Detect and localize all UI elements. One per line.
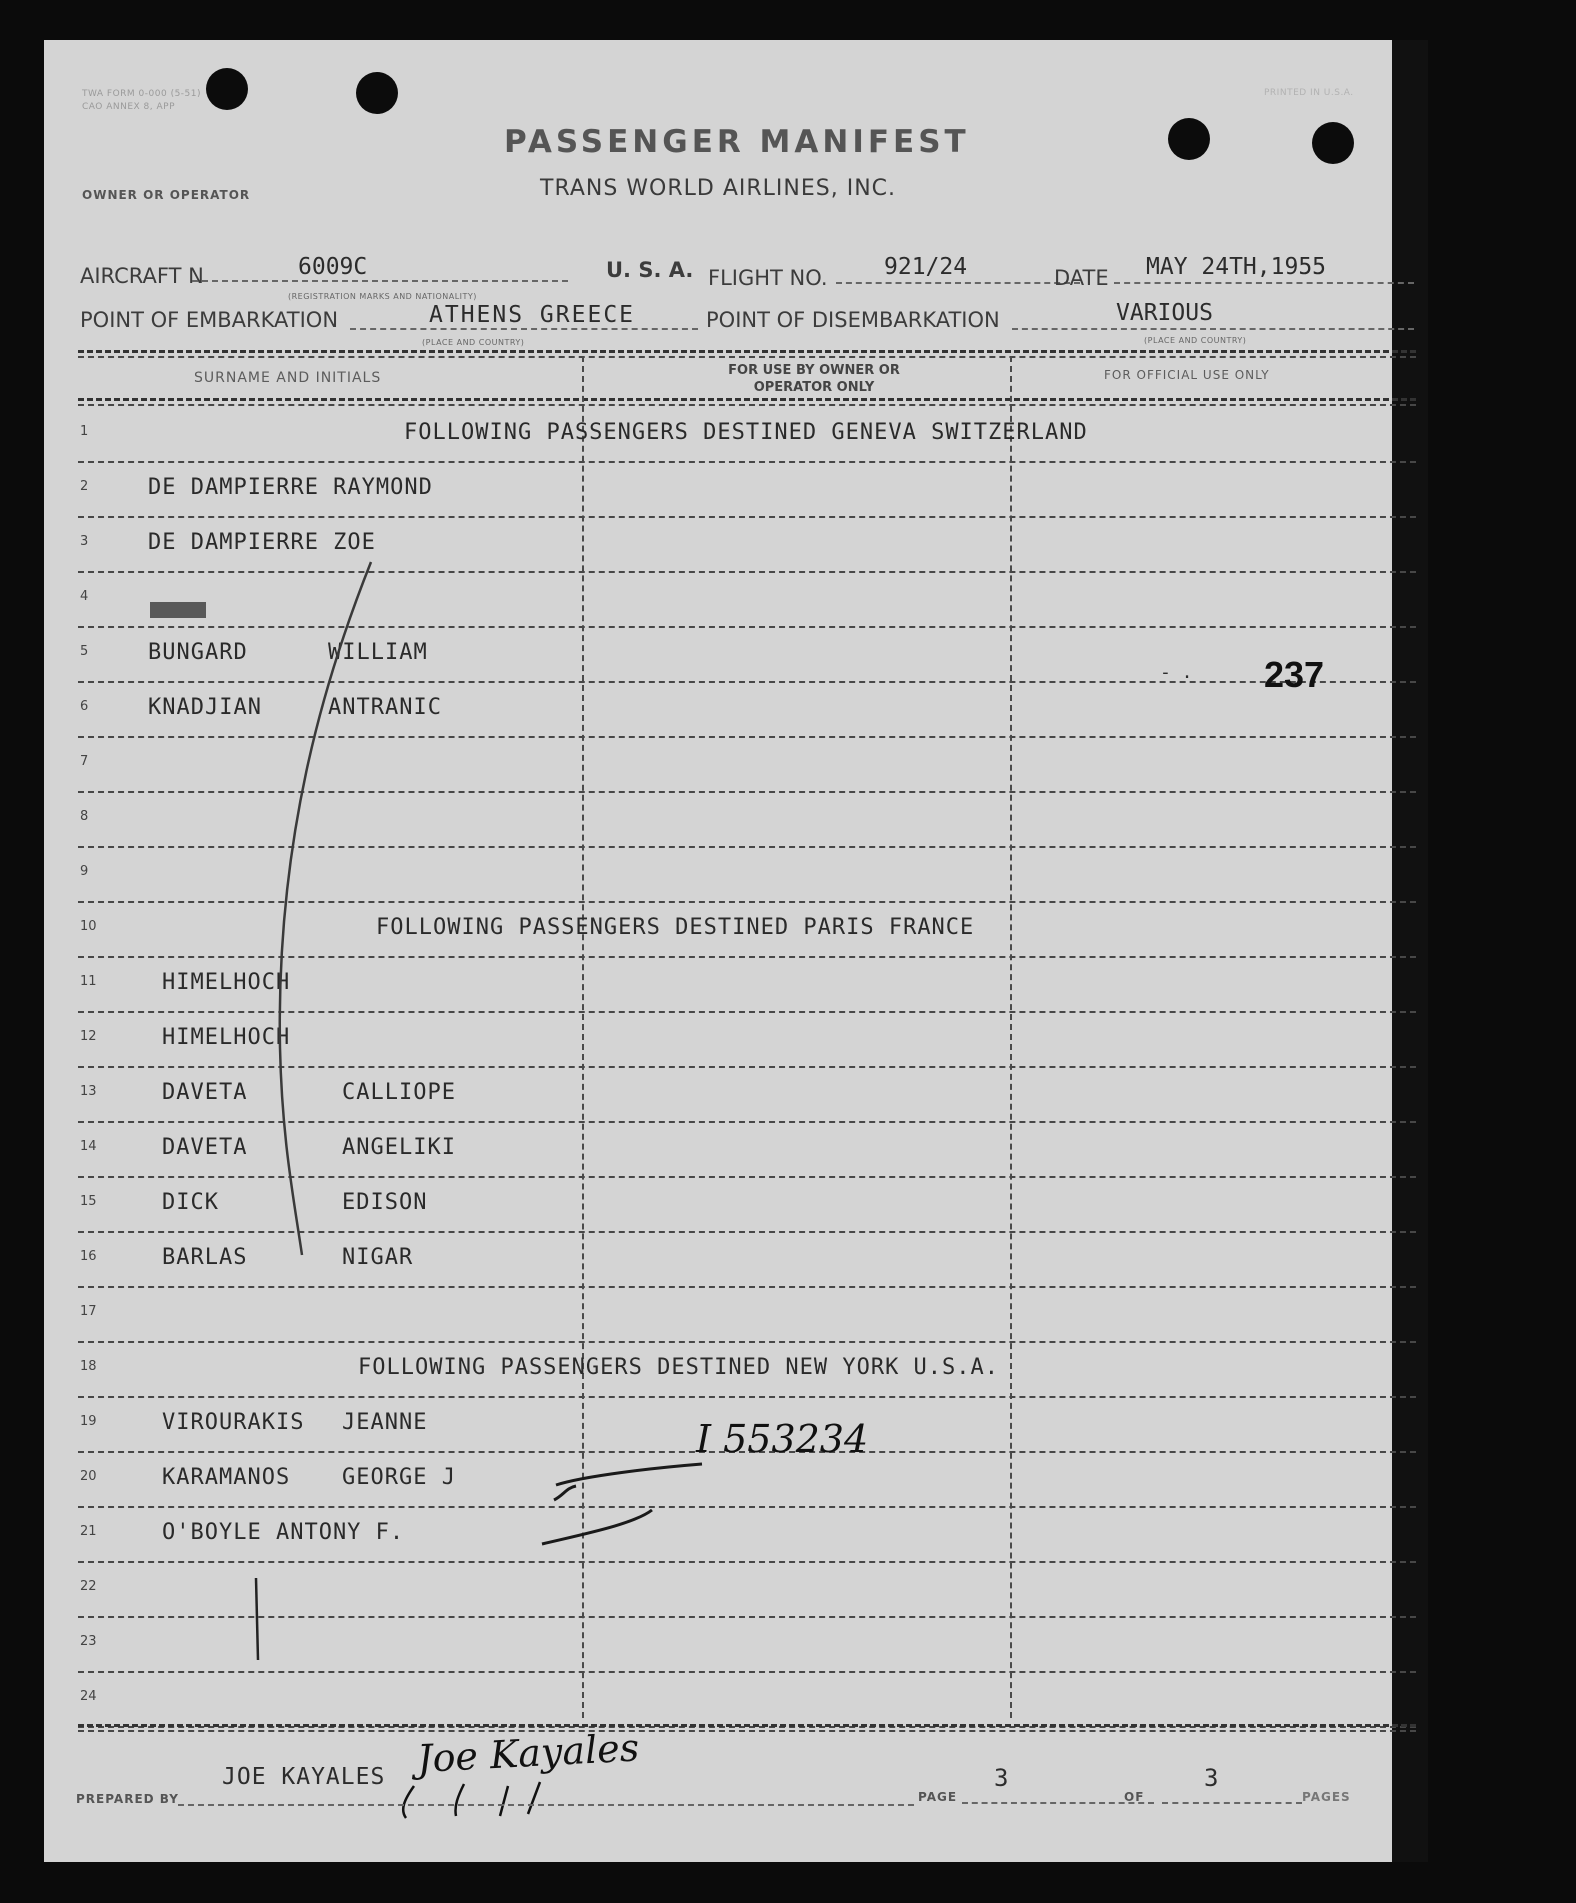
ink-tick	[256, 1578, 258, 1660]
passenger-surname: DAVETA	[162, 1080, 248, 1105]
ink-marks	[44, 40, 1428, 1862]
row-number: 19	[80, 1414, 97, 1429]
passenger-surname: DE DAMPIERRE ZOE	[148, 530, 376, 555]
passenger-surname: HIMELHOCH	[162, 970, 291, 995]
row-number: 1	[80, 424, 89, 439]
passenger-surname: HIMELHOCH	[162, 1025, 291, 1050]
destination-heading: FOLLOWING PASSENGERS DESTINED PARIS FRANCE	[376, 915, 975, 940]
flight-label: FLIGHT NO.	[708, 266, 828, 290]
destination-heading: FOLLOWING PASSENGERS DESTINED NEW YORK U.S.A.	[358, 1355, 1000, 1380]
passenger-surname: KARAMANOS	[162, 1465, 291, 1490]
form-number: TWA FORM 0-000 (5-51) CAO ANNEX 8, APP	[82, 89, 202, 112]
row-number: 13	[80, 1084, 97, 1099]
row-number: 6	[80, 699, 89, 714]
of-label: OF	[1124, 1790, 1145, 1804]
row-number: 16	[80, 1249, 97, 1264]
ink-line	[556, 1464, 702, 1485]
passenger-given-name: ANGELIKI	[342, 1135, 456, 1160]
aircraft-number: 6009C	[298, 254, 368, 280]
ink-line	[554, 1486, 576, 1500]
passenger-surname: KNADJIAN	[148, 695, 262, 720]
flight-number: 921/24	[884, 254, 968, 280]
page-label: PAGE	[918, 1790, 958, 1804]
company-name: TRANS WORLD AIRLINES, INC.	[540, 176, 897, 201]
row-number: 23	[80, 1634, 97, 1649]
row-number: 18	[80, 1359, 97, 1374]
official-use-column-header: FOR OFFICIAL USE ONLY	[1104, 368, 1270, 382]
row-number: 22	[80, 1579, 97, 1594]
destination-heading: FOLLOWING PASSENGERS DESTINED GENEVA SWITZERLAND	[404, 420, 1088, 445]
passenger-given-name: JEANNE	[342, 1410, 428, 1435]
row-number: 5	[80, 644, 89, 659]
row-number: 7	[80, 754, 89, 769]
date-label: DATE	[1054, 266, 1109, 290]
disembarkation-value: VARIOUS	[1116, 300, 1213, 326]
row-number: 15	[80, 1194, 97, 1209]
row-number: 24	[80, 1689, 97, 1704]
flight-date: MAY 24TH,1955	[1146, 254, 1327, 280]
owner-use-column-header: FOR USE BY OWNER OR OPERATOR ONLY	[728, 363, 900, 395]
row-number: 2	[80, 479, 89, 494]
prepared-by-name: JOE KAYALES	[222, 1764, 386, 1790]
signature: Joe Kayales	[416, 1725, 641, 1781]
passenger-surname: DAVETA	[162, 1135, 248, 1160]
surname-column-header: SURNAME AND INITIALS	[194, 370, 382, 386]
row-number: 3	[80, 534, 89, 549]
row-number: 17	[80, 1304, 97, 1319]
page-number: 3	[994, 1764, 1009, 1792]
passenger-given-name: GEORGE J	[342, 1465, 456, 1490]
passenger-surname: O'BOYLE ANTONY F.	[162, 1520, 405, 1545]
disembarkation-caption: (PLACE AND COUNTRY)	[1144, 336, 1247, 345]
embarkation-value: ATHENS GREECE	[429, 302, 636, 328]
handwritten-number: I 553234	[696, 1417, 869, 1461]
passenger-surname: DICK	[162, 1190, 219, 1215]
stamp-dash: - .	[1160, 662, 1193, 683]
prepared-by-label: PREPARED BY	[76, 1792, 179, 1806]
row-number: 8	[80, 809, 89, 824]
passenger-given-name: CALLIOPE	[342, 1080, 456, 1105]
disembarkation-label: POINT OF DISEMBARKATION	[706, 308, 1000, 332]
embarkation-label: POINT OF EMBARKATION	[80, 308, 339, 332]
stamp-number: 237	[1264, 654, 1325, 695]
row-number: 4	[80, 589, 89, 604]
passenger-surname: VIROURAKIS	[162, 1410, 305, 1435]
row-number: 20	[80, 1469, 97, 1484]
passenger-surname: BARLAS	[162, 1245, 248, 1270]
printed-in: PRINTED IN U.S.A.	[1264, 88, 1354, 98]
row-number: 9	[80, 864, 89, 879]
passenger-given-name: ANTRANIC	[328, 695, 442, 720]
row-number: 11	[80, 974, 97, 989]
row-number: 14	[80, 1139, 97, 1154]
passenger-given-name: EDISON	[342, 1190, 428, 1215]
aircraft-label: AIRCRAFT N	[80, 264, 204, 288]
row-number: 10	[80, 919, 97, 934]
registration-caption: (REGISTRATION MARKS AND NATIONALITY)	[288, 292, 477, 301]
page-title: PASSENGER MANIFEST	[504, 124, 970, 160]
passenger-given-name: WILLIAM	[328, 640, 428, 665]
passenger-given-name: NIGAR	[342, 1245, 414, 1270]
pencil-bracket-mark	[280, 562, 371, 1255]
page-total: 3	[1204, 1764, 1219, 1792]
row-number: 21	[80, 1524, 97, 1539]
pages-label: PAGES	[1302, 1790, 1351, 1804]
passenger-surname: BUNGARD	[148, 640, 248, 665]
row-number: 12	[80, 1029, 97, 1044]
passenger-surname: DE DAMPIERRE RAYMOND	[148, 475, 433, 500]
signature-stroke	[403, 1782, 540, 1818]
usa-label: U. S. A.	[606, 258, 694, 282]
manifest-page	[44, 40, 1428, 1862]
embarkation-caption: (PLACE AND COUNTRY)	[422, 338, 525, 347]
ink-line	[542, 1510, 652, 1544]
owner-label: OWNER OR OPERATOR	[82, 188, 251, 202]
